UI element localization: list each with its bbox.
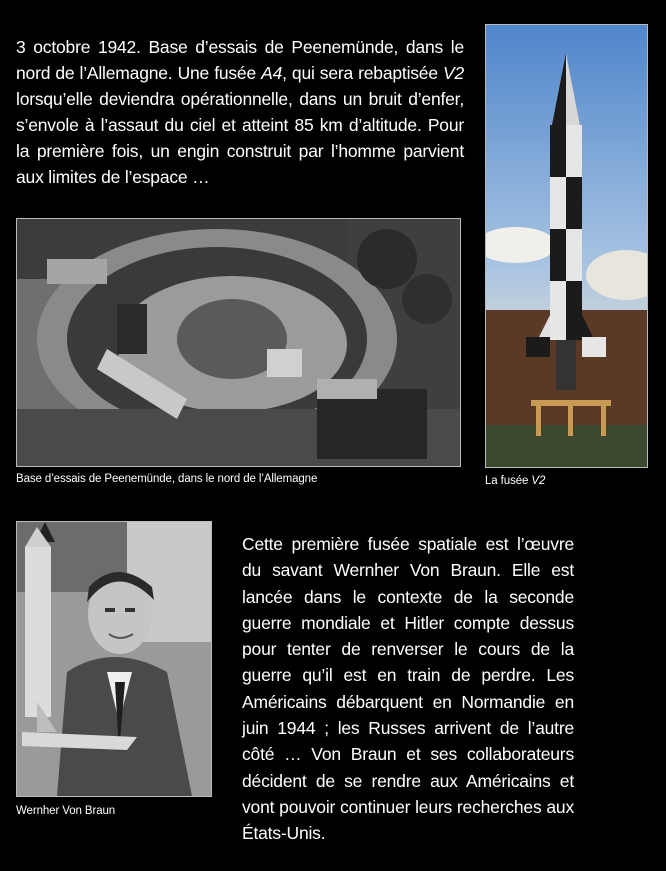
body-paragraph: Cette première fusée spatiale est l’œuvre du savant Wernher Von Braun. Elle est lancée dans le contexte de la seconde guerre mondiale et Hitler compte dessus pour tenter de renverser le cours de la guerre qu’il est en train de perdre. Les Américains débarquent en Normandie en juin 1944 ; les Russes arrivent de l’autre côté … Von Braun et ses collaborateurs décident de se rendre aux Américains et vont pouvoir continuer leurs recherches aux États-Unis. bbox=[242, 534, 574, 844]
von-braun-portrait bbox=[16, 521, 212, 797]
caption-portrait: Wernher Von Braun bbox=[16, 805, 116, 817]
v2-rocket-photo bbox=[485, 24, 648, 468]
caption-base: Base d’essais de Peenemünde, dans le nord de l’Allemagne bbox=[16, 473, 318, 485]
intro-a4: A4 bbox=[261, 63, 283, 83]
intro-text-3: lorsqu’elle deviendra opérationnelle, dans un bruit d’enfer, s’envole à l’assaut du ciel et atteint 85 km d’altitude. Pour la première fois, un engin construit par l’homme parvient aux limites de l’espace … bbox=[16, 89, 464, 187]
intro-text-2: , qui sera rebaptisée bbox=[282, 63, 443, 83]
aerial-photo-peenemunde bbox=[16, 218, 461, 467]
intro-text-1: 3 octobre 1942. Base d’essais de Peenemünde, dans le nord de l’Allemagne. Une fusée bbox=[16, 37, 464, 83]
caption-rocket-prefix: La fusée bbox=[485, 475, 532, 487]
intro-paragraph bbox=[16, 34, 464, 190]
caption-rocket-name: V2 bbox=[531, 475, 546, 487]
intro-v2: V2 bbox=[443, 63, 465, 83]
caption-rocket bbox=[485, 475, 545, 487]
